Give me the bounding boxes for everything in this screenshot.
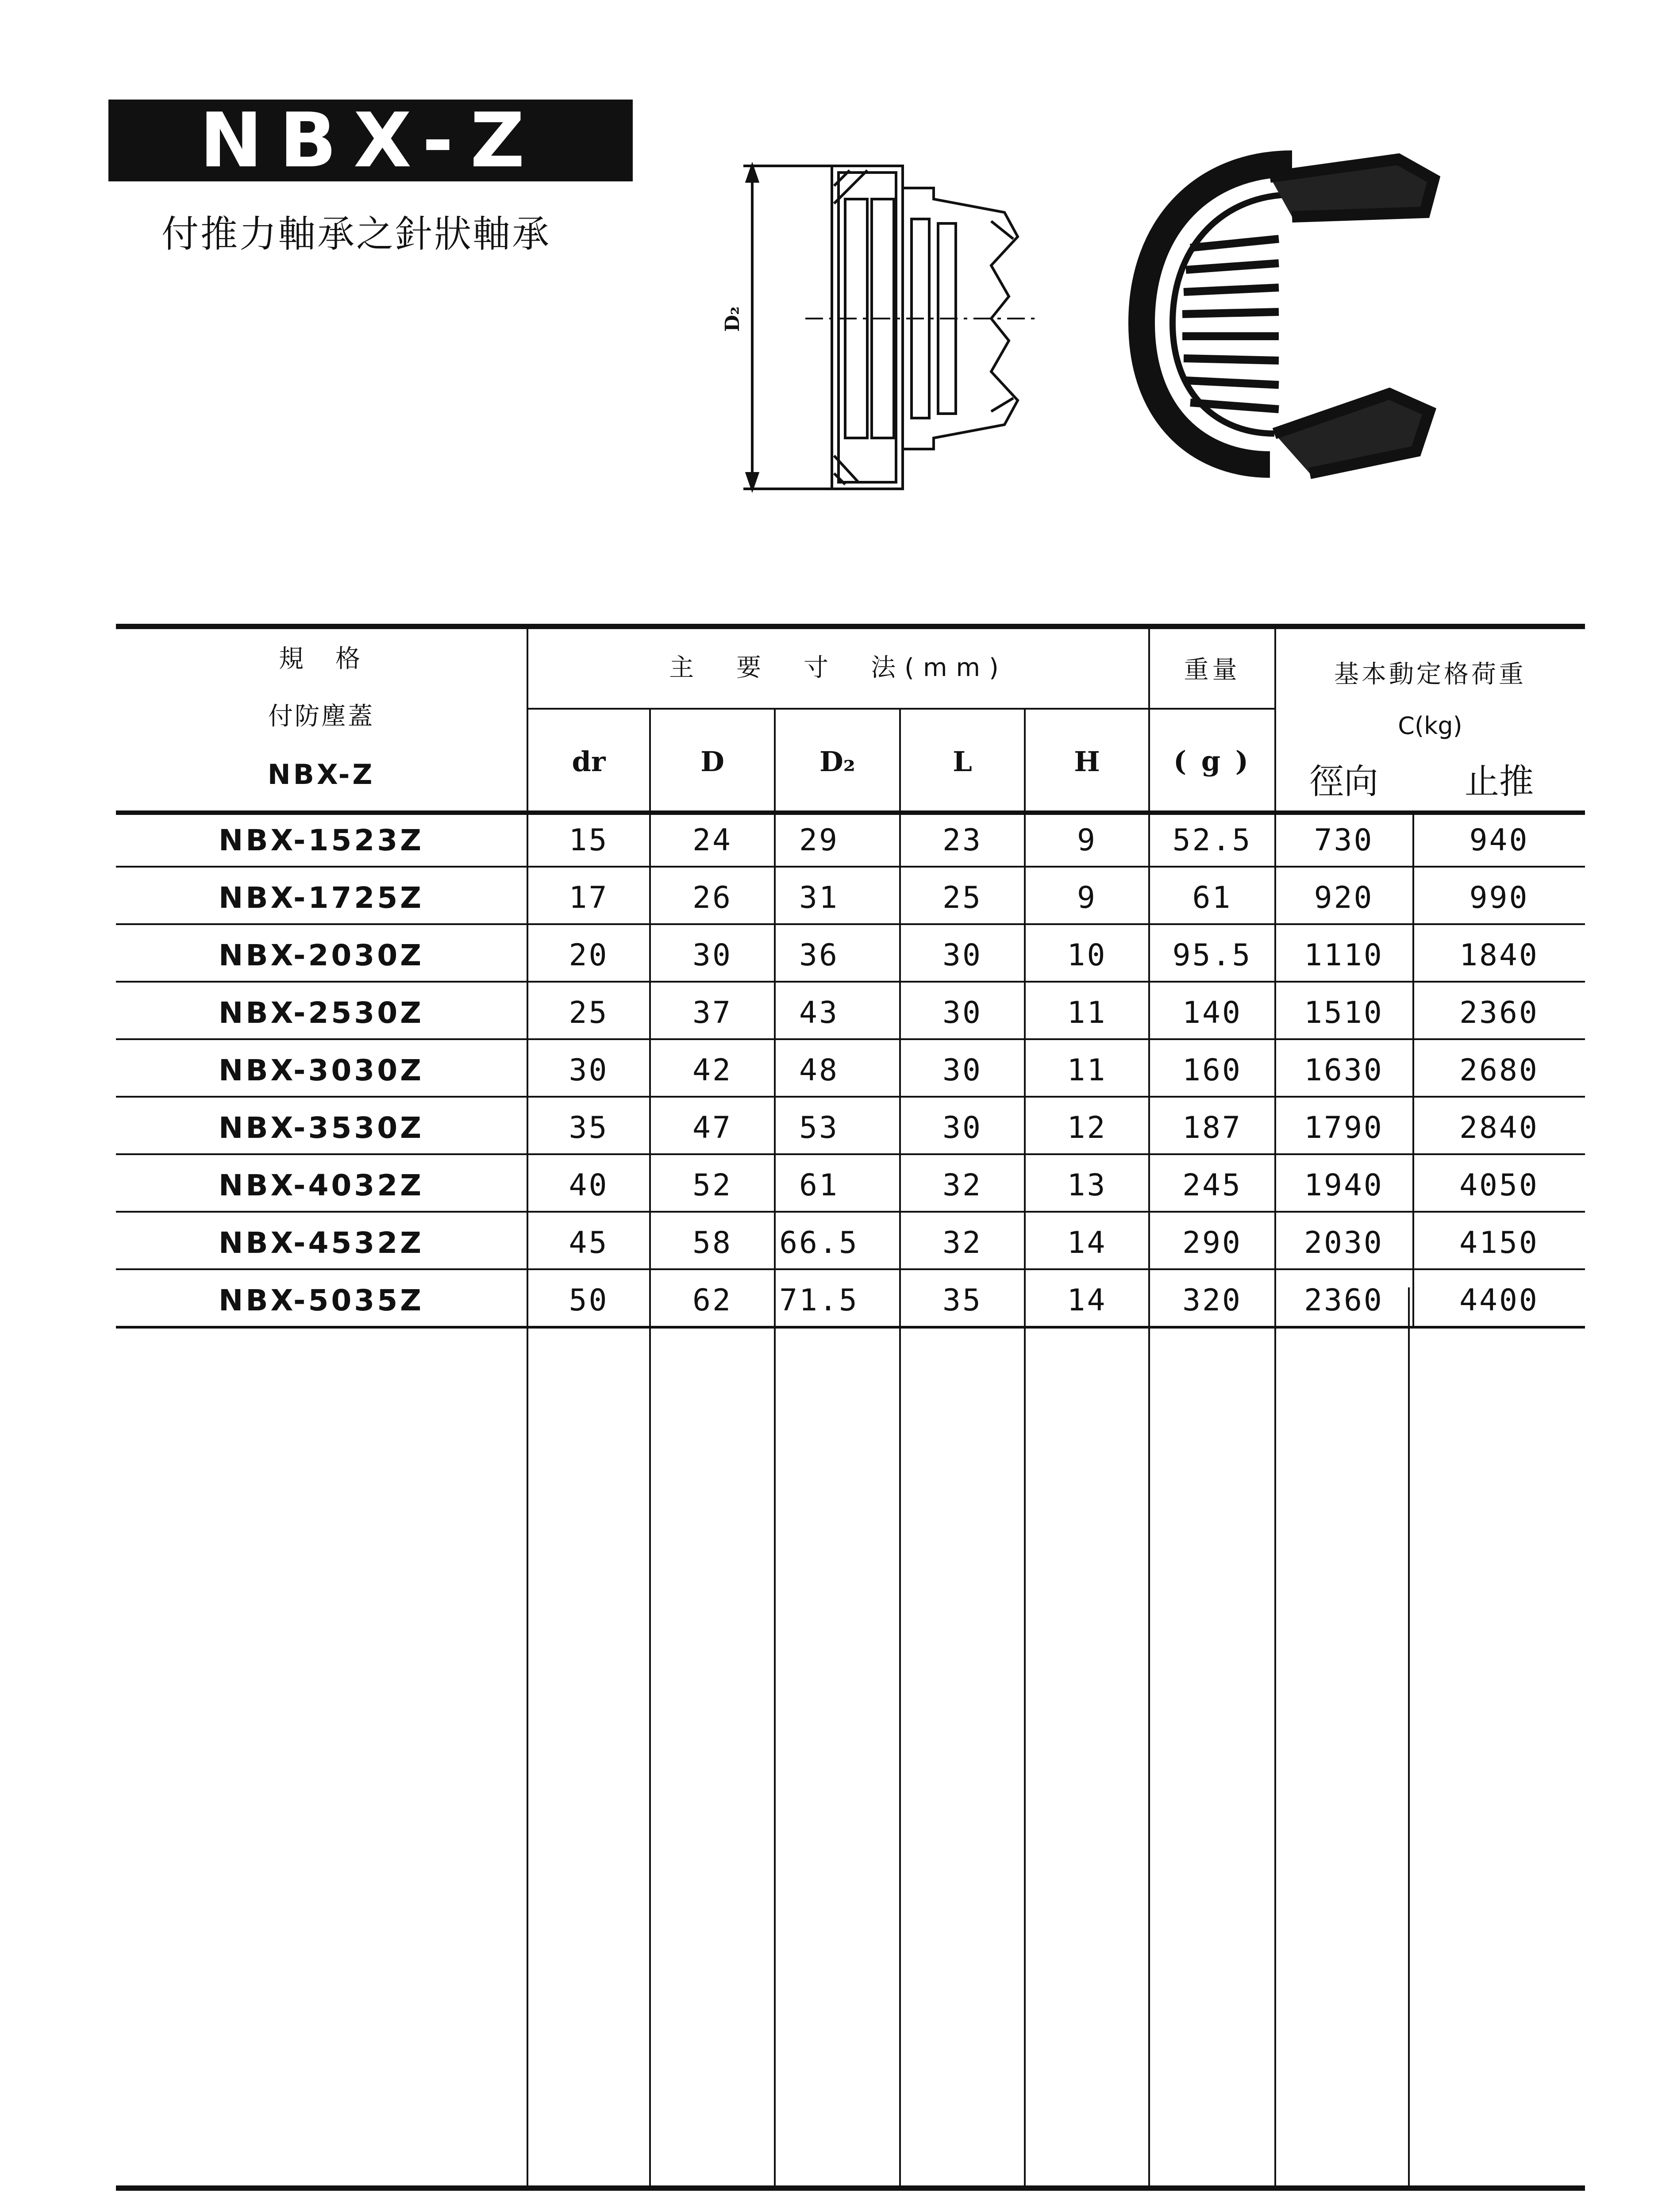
- row-H: 12: [1067, 1110, 1107, 1145]
- row-thrust: 4050: [1459, 1168, 1539, 1203]
- load-thrust-header: 止推: [1464, 762, 1534, 802]
- row-L: 30: [942, 938, 982, 973]
- row-L: 30: [942, 995, 982, 1030]
- row-dr: 15: [569, 823, 609, 858]
- row-D: 26: [692, 880, 732, 915]
- row-model: NBX-3530Z: [219, 1111, 424, 1145]
- row-D2: 36: [799, 938, 839, 973]
- row-L: 25: [942, 880, 982, 915]
- load-unit: C(kg): [1398, 711, 1462, 740]
- row-D: 58: [692, 1225, 732, 1260]
- row-weight: 245: [1182, 1168, 1242, 1203]
- dims-header: 主 要 寸 法(mm): [669, 653, 1008, 682]
- row-H: 9: [1077, 823, 1097, 858]
- row-H: 10: [1067, 938, 1107, 973]
- row-radial: 1790: [1304, 1110, 1384, 1145]
- page-title: NBX-Z: [108, 100, 633, 181]
- row-D: 62: [692, 1283, 732, 1318]
- row-D2: 29: [799, 823, 839, 858]
- row-H: 11: [1067, 1053, 1107, 1088]
- row-model: NBX-5035Z: [219, 1283, 424, 1317]
- row-thrust: 2360: [1459, 995, 1539, 1030]
- row-weight: 160: [1182, 1053, 1242, 1088]
- row-model: NBX-1725Z: [219, 881, 424, 915]
- row-L: 23: [942, 823, 982, 858]
- row-thrust: 2840: [1459, 1110, 1539, 1145]
- row-weight: 140: [1182, 995, 1242, 1030]
- data-bottom-rule: [116, 1326, 1585, 1329]
- weight-header: 重量: [1184, 656, 1241, 684]
- row-dr: 40: [569, 1168, 609, 1203]
- row-D2: 71.5: [779, 1283, 859, 1318]
- row-model: NBX-3030Z: [219, 1053, 424, 1087]
- col-header-L: L: [953, 745, 972, 778]
- row-dr: 50: [569, 1283, 609, 1318]
- page-subtitle: 付推力軸承之針狀軸承: [162, 212, 551, 256]
- row-L: 35: [942, 1283, 982, 1318]
- diagram-dimension-label: D₂: [721, 306, 744, 332]
- row-radial: 1110: [1304, 938, 1384, 973]
- row-dr: 25: [569, 995, 609, 1030]
- row-H: 9: [1077, 880, 1097, 915]
- row-D2: 43: [799, 995, 839, 1030]
- row-radial: 2030: [1304, 1225, 1384, 1260]
- row-model: NBX-4032Z: [219, 1168, 424, 1202]
- bearing-photo: [1124, 146, 1443, 491]
- row-H: 13: [1067, 1168, 1107, 1203]
- row-radial: 1510: [1304, 995, 1384, 1030]
- row-weight: 52.5: [1172, 823, 1252, 858]
- row-model: NBX-2030Z: [219, 938, 424, 972]
- row-H: 14: [1067, 1225, 1107, 1260]
- row-D: 24: [692, 823, 732, 858]
- dims-subheader-rule: [527, 708, 1275, 710]
- col-header-dr: dr: [572, 745, 606, 778]
- row-L: 32: [942, 1168, 982, 1203]
- row-L: 30: [942, 1110, 982, 1145]
- spec-header-line3: NBX-Z: [267, 758, 375, 791]
- row-thrust: 4400: [1459, 1283, 1539, 1318]
- table-top-rule: [116, 624, 1585, 629]
- spec-header-line2: 付防塵蓋: [268, 702, 374, 731]
- row-weight: 320: [1182, 1283, 1242, 1318]
- row-dr: 30: [569, 1053, 609, 1088]
- row-weight: 187: [1182, 1110, 1242, 1145]
- row-thrust: 4150: [1459, 1225, 1539, 1260]
- row-radial: 920: [1314, 880, 1374, 915]
- row-thrust: 2680: [1459, 1053, 1539, 1088]
- row-model: NBX-4532Z: [219, 1226, 424, 1260]
- spec-header-line1: 規 格: [279, 645, 364, 673]
- row-D: 42: [692, 1053, 732, 1088]
- row-dr: 20: [569, 938, 609, 973]
- row-radial: 2360: [1304, 1283, 1384, 1318]
- row-thrust: 940: [1469, 823, 1529, 858]
- row-thrust: 990: [1469, 880, 1529, 915]
- header-bottom-rule: [116, 810, 1585, 815]
- row-model: NBX-1523Z: [219, 823, 424, 857]
- col-header-D: D: [700, 745, 724, 778]
- row-radial: 730: [1314, 823, 1374, 858]
- row-L: 32: [942, 1225, 982, 1260]
- bearing-spec-table: [116, 624, 1585, 2212]
- row-D: 30: [692, 938, 732, 973]
- row-D2: 61: [799, 1168, 839, 1203]
- row-weight: 290: [1182, 1225, 1242, 1260]
- row-weight: 95.5: [1172, 938, 1252, 973]
- col-header-H: H: [1074, 745, 1100, 778]
- weight-unit: ( g ): [1173, 745, 1251, 777]
- row-L: 30: [942, 1053, 982, 1088]
- row-model: NBX-2530Z: [219, 996, 424, 1030]
- table-bottom-rule: [116, 2185, 1585, 2191]
- cross-section-diagram: [721, 146, 1044, 509]
- row-D: 47: [692, 1110, 732, 1145]
- load-header: 基本動定格荷重: [1334, 660, 1526, 689]
- col-header-D2: D₂: [819, 745, 855, 778]
- row-D: 37: [692, 995, 732, 1030]
- row-radial: 1940: [1304, 1168, 1384, 1203]
- row-dr: 17: [569, 880, 609, 915]
- row-D2: 53: [799, 1110, 839, 1145]
- row-thrust: 1840: [1459, 938, 1539, 973]
- row-D2: 48: [799, 1053, 839, 1088]
- row-dr: 45: [569, 1225, 609, 1260]
- load-radial-header: 徑向: [1309, 762, 1378, 802]
- row-D: 52: [692, 1168, 732, 1203]
- row-D2: 66.5: [779, 1225, 859, 1260]
- row-weight: 61: [1192, 880, 1232, 915]
- row-radial: 1630: [1304, 1053, 1384, 1088]
- row-D2: 31: [799, 880, 839, 915]
- row-dr: 35: [569, 1110, 609, 1145]
- row-H: 11: [1067, 995, 1107, 1030]
- row-H: 14: [1067, 1283, 1107, 1318]
